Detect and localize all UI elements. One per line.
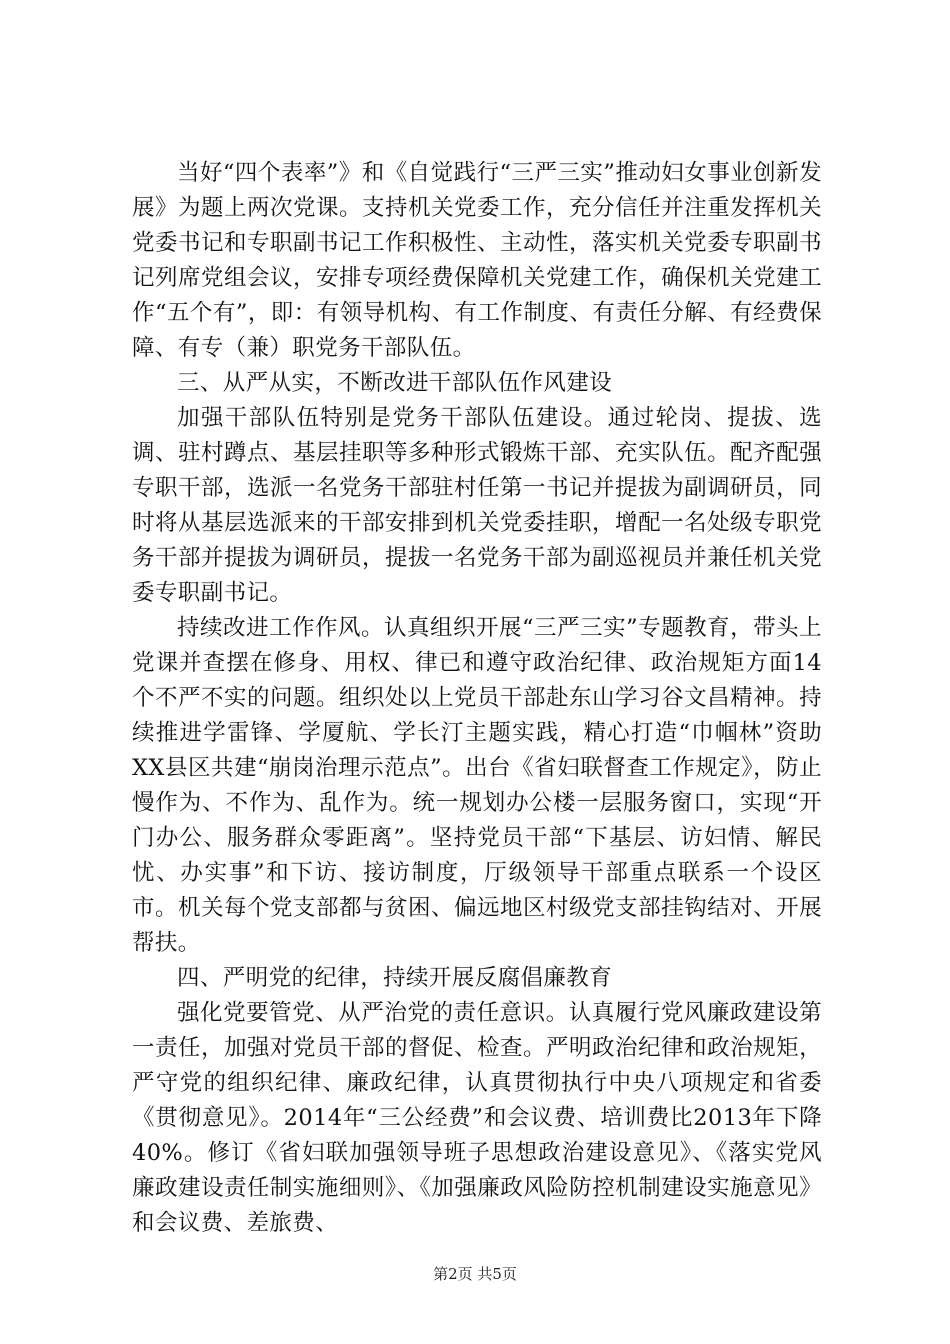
paragraph-work-style: 持续改进工作作风。认真组织开展“三严三实”专题教育，带头上党课并查摆在修身、用权、律已和遵守政治纪律、政治规矩方面14个不严不实的问题。组织处以上党员干部赴东山学习谷文昌精神。持续推进学雷锋、学厦航、学长汀主题实践，精心打造“巾帼林”资助XX县区共建“崩岗治理示范点”。出台《省妇联督查工作规定》，防止慢作为、不作为、乱作为。统一规划办公楼一层服务窗口，实现“开门办公、服务群众零距离”。坚持党员干部“下基层、访妇情、解民忧、办实事”和下访、接访制度，厅级领导干部重点联系一个设区市。机关每个党支部都与贫困、偏远地区村级党支部挂钩结对、开展帮扶。	[132, 615, 822, 956]
document-body	[132, 156, 822, 1241]
paragraph-discipline: 强化党要管党、从严治党的责任意识。认真履行党风廉政建设第一责任，加强对党员干部的督促、检查。严明政治纪律和政治规矩，严守党的组织纪律、廉政纪律，认真贯彻执行中央八项规定和省委《贯彻意见》。2014年“三公经费”和会议费、培训费比2013年下降40%。修订《省妇联加强领导班子思想政治建设意见》、《落实党风廉政建设责任制实施细则》、《加强廉政风险防控机制建设实施意见》和会议费、差旅费、	[132, 1000, 822, 1236]
paragraph-party-lessons: 当好“四个表率”》和《自觉践行“三严三实”推动妇女事业创新发展》为题上两次党课。支持机关党委工作，充分信任并注重发挥机关党委书记和专职副书记工作积极性、主动性，落实机关党委专职副书记列席党组会议，安排专项经费保障机关党建工作，确保机关党建工作“五个有”，即：有领导机构、有工作制度、有责任分解、有经费保障、有专（兼）职党务干部队伍。	[132, 160, 822, 361]
section-heading-four: 四、严明党的纪律，持续开展反腐倡廉教育	[177, 965, 613, 991]
section-heading-three: 三、从严从实，不断改进干部队伍作风建设	[177, 370, 613, 396]
page-footer: 第2页 共5页	[433, 1265, 517, 1283]
paragraph-cadre-team: 加强干部队伍特别是党务干部队伍建设。通过轮岗、提拔、选调、驻村蹲点、基层挂职等多种形式锻炼干部、充实队伍。配齐配强专职干部，选派一名党务干部驻村任第一书记并提拔为副调研员，同时将从基层选派来的干部安排到机关党委挂职，增配一名处级专职党务干部并提拔为调研员，提拔一名党务干部为副巡视员并兼任机关党委专职副书记。	[132, 405, 822, 606]
